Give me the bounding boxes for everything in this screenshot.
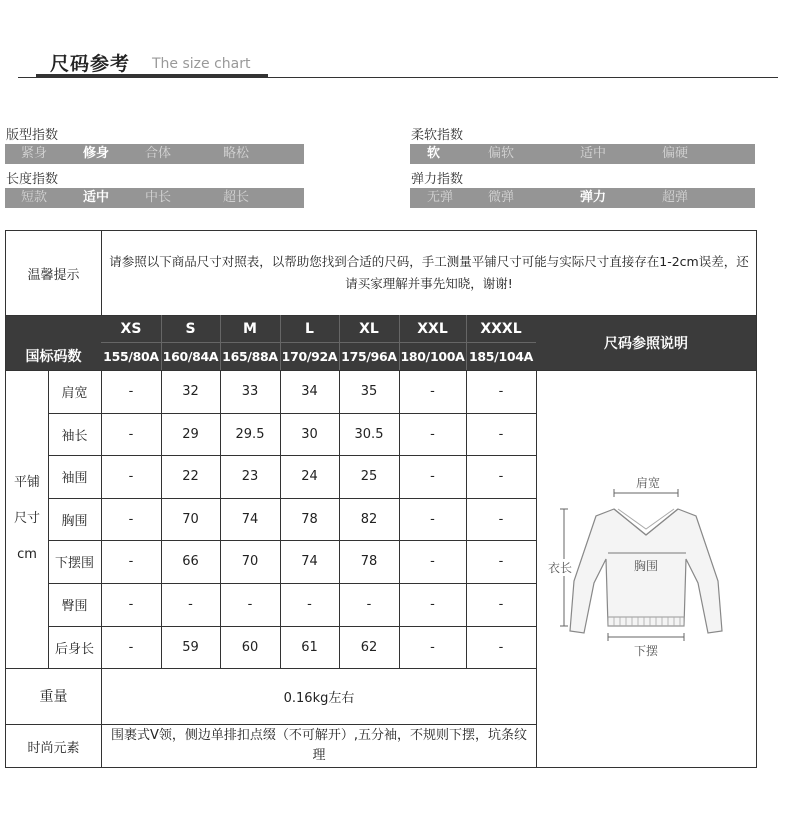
softness-option-1: 软: [427, 146, 441, 161]
style-value: 围裹式V领，侧边单排扣点缀（不可解开）,五分袖，不规则下摆，坑条纹理: [110, 728, 528, 763]
measurement-value: -: [430, 469, 435, 484]
standard-size-value: 180/100A: [400, 348, 465, 364]
style-label: 时尚元素: [27, 740, 80, 756]
softness-option-3: 适中: [580, 146, 607, 161]
notice-label: 温馨提示: [27, 267, 80, 283]
softness-option-4: 偏硬: [662, 146, 689, 161]
measurement-value: 78: [360, 554, 378, 569]
elasticity-option-3: 弹力: [580, 190, 607, 205]
measurement-value: 61: [301, 640, 318, 655]
measurement-value: -: [430, 512, 435, 527]
softness-index-bar: [410, 144, 755, 164]
size-label: XL: [359, 320, 379, 337]
measurement-name: 袖围: [61, 471, 88, 486]
measurement-value: 23: [241, 469, 259, 484]
fit-index-bar: [5, 144, 304, 164]
elasticity-option-1: 无弹: [427, 190, 454, 205]
measurement-name: 袖长: [61, 429, 88, 444]
standard-size-value: 160/84A: [162, 348, 219, 364]
weight-label: 重量: [39, 689, 68, 705]
grid-line: [536, 370, 537, 767]
measurement-name: 后身长: [54, 642, 94, 657]
measurement-value: -: [498, 427, 504, 442]
standard-size-label: 国标码数: [25, 349, 82, 365]
standard-size-value: 175/96A: [341, 348, 397, 364]
fit-index-label: 版型指数: [6, 128, 59, 143]
measurement-value: -: [498, 512, 504, 527]
flat-measure-label: [6, 370, 48, 668]
elasticity-option-2: 微弹: [488, 190, 515, 205]
measurement-value: -: [498, 597, 504, 612]
size-reference-label: 尺码参照说明: [604, 335, 688, 352]
softness-index-label: 柔软指数: [411, 128, 464, 143]
length-index-label: 长度指数: [6, 172, 59, 187]
length-index-bar: [5, 188, 304, 208]
measurement-value: -: [430, 640, 435, 655]
standard-size-value: 165/88A: [222, 348, 278, 364]
softness-option-2: 偏软: [488, 146, 515, 161]
length-option-1: 短款: [21, 190, 48, 205]
standard-size-value: 155/80A: [103, 348, 159, 364]
measurement-value: -: [307, 597, 312, 612]
measurement-value: 30: [301, 427, 318, 442]
size-label: L: [305, 320, 314, 337]
elasticity-index-bar: [410, 188, 755, 208]
measurement-value: 66: [182, 554, 199, 569]
measurement-value: -: [430, 554, 435, 569]
measurement-value: -: [430, 427, 435, 442]
weight-value: 0.16kg左右: [283, 690, 355, 706]
measurement-value: 33: [241, 384, 259, 399]
diagram-chest-label: 胸围: [634, 559, 659, 573]
header-subtitle: The size chart: [152, 56, 251, 72]
measurement-value: -: [498, 640, 504, 655]
measurement-value: 74: [241, 512, 259, 527]
measurement-value: 30.5: [354, 427, 384, 442]
flat-measure-line-1: 平铺: [13, 475, 40, 490]
fit-option-1: 紧身: [21, 146, 48, 161]
diagram-hem-label: 下摆: [634, 644, 659, 658]
length-option-2: 适中: [83, 190, 110, 205]
elasticity-option-4: 超弹: [662, 190, 689, 205]
fit-option-4: 略松: [223, 146, 250, 161]
measurement-value: -: [430, 384, 435, 399]
measurement-value: -: [128, 469, 134, 484]
fit-option-2: 修身: [83, 146, 110, 161]
measurement-value: -: [128, 554, 134, 569]
flat-measure-line-2: 尺寸: [13, 511, 40, 526]
standard-size-value: 170/92A: [281, 348, 338, 364]
size-label: XXXL: [480, 320, 522, 337]
measurement-value: -: [128, 640, 134, 655]
size-table: [5, 230, 757, 768]
measurement-value: 25: [360, 469, 378, 484]
measurement-value: 29: [182, 427, 199, 442]
measurement-value: -: [188, 597, 193, 612]
garment-diagram: [548, 471, 746, 661]
measurement-value: 70: [182, 512, 199, 527]
measurement-value: -: [128, 427, 134, 442]
measurement-value: -: [498, 469, 504, 484]
measurement-value: 74: [301, 554, 318, 569]
measurement-value: 34: [301, 384, 318, 399]
header-title: 尺码参考: [50, 53, 131, 75]
measurement-value: 59: [182, 640, 199, 655]
measurement-value: 24: [301, 469, 318, 484]
measurement-name: 胸围: [61, 514, 88, 529]
measurement-value: 22: [182, 469, 199, 484]
diagram-length-label: 衣长: [548, 561, 573, 575]
measurement-value: 29.5: [235, 427, 265, 442]
measurement-value: 78: [301, 512, 318, 527]
measurement-value: -: [247, 597, 253, 612]
measurement-value: -: [498, 554, 504, 569]
size-label: M: [243, 320, 257, 337]
measurement-name: 下摆围: [54, 556, 94, 571]
measurement-value: -: [128, 597, 134, 612]
measurement-value: 60: [241, 640, 259, 655]
elasticity-index-label: 弹力指数: [411, 172, 464, 187]
diagram-shoulder-label: 肩宽: [636, 476, 661, 490]
measurement-name: 肩宽: [61, 386, 88, 401]
length-option-3: 中长: [145, 190, 172, 205]
measurement-value: -: [366, 597, 372, 612]
notice-text: 请参照以下商品尺寸对照表，以帮助您找到合适的尺码，手工测量平铺尺寸可能与实际尺寸直接存在1-2cm误差，还请买家理解并事先知晓，谢谢!: [109, 254, 749, 291]
measurement-value: -: [128, 512, 134, 527]
length-option-4: 超长: [223, 190, 250, 205]
measurement-value: -: [498, 384, 504, 399]
measurement-value: -: [128, 384, 134, 399]
measurement-value: 82: [360, 512, 378, 527]
measurement-value: -: [430, 597, 435, 612]
standard-size-value: 185/104A: [468, 348, 534, 364]
size-label: S: [185, 320, 196, 337]
measurement-value: 70: [241, 554, 259, 569]
size-label: XS: [120, 320, 142, 337]
measurement-value: 35: [360, 384, 378, 399]
measurement-name: 臀围: [61, 599, 88, 614]
flat-measure-line-3: cm: [17, 547, 37, 562]
fit-option-3: 合体: [145, 146, 172, 161]
measurement-value: 32: [182, 384, 199, 399]
size-label: XXL: [417, 320, 448, 337]
measurement-value: 62: [360, 640, 378, 655]
